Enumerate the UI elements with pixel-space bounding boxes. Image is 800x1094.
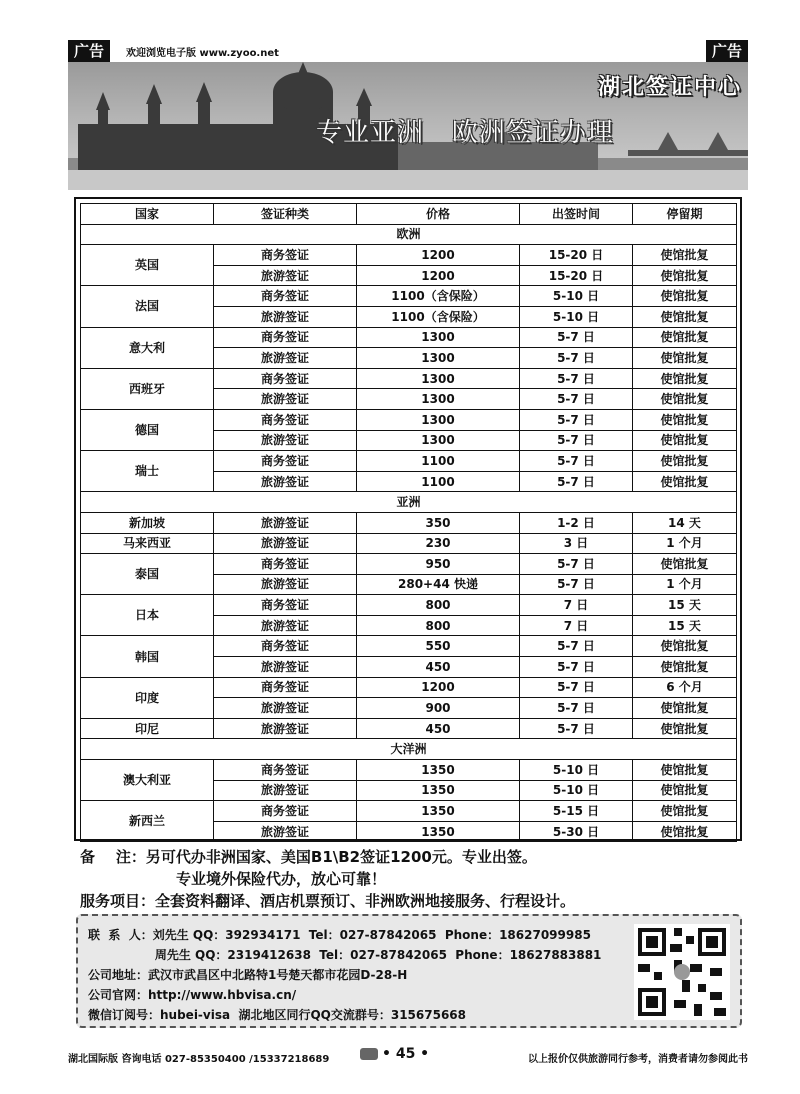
table-row xyxy=(81,677,737,698)
column-header: 停留期 xyxy=(633,204,737,225)
visa-type: 商务签证 xyxy=(214,554,357,575)
visa-type: 旅游签证 xyxy=(214,574,357,595)
processing-time: 5-7 日 xyxy=(520,677,633,698)
price: 1300 xyxy=(357,368,520,389)
price: 1100 xyxy=(357,471,520,492)
banner-image xyxy=(68,62,748,190)
visa-type: 商务签证 xyxy=(214,760,357,781)
visa-price-table xyxy=(80,203,737,842)
processing-time: 5-7 日 xyxy=(520,451,633,472)
visa-type: 旅游签证 xyxy=(214,430,357,451)
welcome-text: 欢迎浏览电子版 www.zyoo.net xyxy=(126,48,279,59)
processing-time: 5-7 日 xyxy=(520,657,633,678)
processing-time: 5-10 日 xyxy=(520,286,633,307)
visa-type: 商务签证 xyxy=(214,451,357,472)
region-row xyxy=(81,739,737,760)
stay-period: 6 个月 xyxy=(633,677,737,698)
contact-person-zhou: 周先生 QQ：2319412638 Tel：027-87842065 Phone：18627883881 xyxy=(88,948,602,962)
stay-period: 15 天 xyxy=(633,615,737,636)
country-name: 意大利 xyxy=(81,327,214,368)
region-row xyxy=(81,224,737,245)
processing-time: 5-7 日 xyxy=(520,430,633,451)
stay-period: 使馆批复 xyxy=(633,801,737,822)
processing-time: 5-7 日 xyxy=(520,636,633,657)
price: 1300 xyxy=(357,327,520,348)
country-name: 德国 xyxy=(81,409,214,450)
table-row xyxy=(81,636,737,657)
processing-time: 5-7 日 xyxy=(520,698,633,719)
table-row xyxy=(81,245,737,266)
visa-type: 商务签证 xyxy=(214,245,357,266)
stay-period: 使馆批复 xyxy=(633,451,737,472)
company-website[interactable]: 公司官网：http://www.hbvisa.cn/ xyxy=(88,988,297,1002)
table-row xyxy=(81,801,737,822)
country-name: 日本 xyxy=(81,595,214,636)
region-name: 大洋洲 xyxy=(81,739,737,760)
processing-time: 5-7 日 xyxy=(520,389,633,410)
footer-page-number xyxy=(360,1046,429,1062)
notes-line-insurance: 专业境外保险代办，放心可靠！ xyxy=(176,870,387,888)
price: 1200 xyxy=(357,245,520,266)
stay-period: 使馆批复 xyxy=(633,471,737,492)
region-name: 欧洲 xyxy=(81,224,737,245)
price: 950 xyxy=(357,554,520,575)
brand-title: 湖北签证中心 xyxy=(597,75,742,100)
processing-time: 5-10 日 xyxy=(520,306,633,327)
column-header: 签证种类 xyxy=(214,204,357,225)
region-name: 亚洲 xyxy=(81,492,737,513)
country-name: 印度 xyxy=(81,677,214,718)
processing-time: 7 日 xyxy=(520,595,633,616)
price: 1100（含保险） xyxy=(357,286,520,307)
country-name: 西班牙 xyxy=(81,368,214,409)
page-number-text: • 45 • xyxy=(382,1046,430,1062)
price: 1200 xyxy=(357,265,520,286)
processing-time: 5-7 日 xyxy=(520,471,633,492)
table-row xyxy=(81,512,737,533)
price: 1350 xyxy=(357,801,520,822)
price: 230 xyxy=(357,533,520,554)
page-footer xyxy=(68,1045,748,1067)
processing-time: 15-20 日 xyxy=(520,245,633,266)
table-row xyxy=(81,554,737,575)
price: 800 xyxy=(357,595,520,616)
processing-time: 5-7 日 xyxy=(520,327,633,348)
visa-price-table-wrapper xyxy=(74,197,742,841)
processing-time: 5-30 日 xyxy=(520,821,633,842)
contact-person-liu: 联 系 人：刘先生 QQ：392934171 Tel：027-87842065 Phone：18627099985 xyxy=(88,928,591,942)
visa-type: 旅游签证 xyxy=(214,512,357,533)
table-row xyxy=(81,451,737,472)
visa-type: 商务签证 xyxy=(214,409,357,430)
table-row xyxy=(81,533,737,554)
top-bar xyxy=(68,40,748,62)
stay-period: 使馆批复 xyxy=(633,348,737,369)
processing-time: 5-10 日 xyxy=(520,780,633,801)
banner-slogan: 专业亚洲 欧洲签证办理 xyxy=(316,118,614,148)
country-name: 法国 xyxy=(81,286,214,327)
stay-period: 使馆批复 xyxy=(633,286,737,307)
column-header: 国家 xyxy=(81,204,214,225)
region-row xyxy=(81,492,737,513)
stay-period: 使馆批复 xyxy=(633,265,737,286)
visa-type: 商务签证 xyxy=(214,327,357,348)
stay-period: 使馆批复 xyxy=(633,409,737,430)
processing-time: 5-7 日 xyxy=(520,718,633,739)
country-name: 瑞士 xyxy=(81,451,214,492)
stay-period: 使馆批复 xyxy=(633,698,737,719)
processing-time: 15-20 日 xyxy=(520,265,633,286)
price: 450 xyxy=(357,718,520,739)
price: 800 xyxy=(357,615,520,636)
stay-period: 使馆批复 xyxy=(633,327,737,348)
stay-period: 15 天 xyxy=(633,595,737,616)
processing-time: 1-2 日 xyxy=(520,512,633,533)
visa-type: 旅游签证 xyxy=(214,348,357,369)
price: 1300 xyxy=(357,430,520,451)
table-row xyxy=(81,595,737,616)
stay-period: 使馆批复 xyxy=(633,718,737,739)
price: 350 xyxy=(357,512,520,533)
contact-box xyxy=(76,914,742,1028)
price: 1350 xyxy=(357,780,520,801)
stay-period: 使馆批复 xyxy=(633,306,737,327)
footer-left-text: 湖北国际版 咨询电话 027-85350400 /15337218689 xyxy=(68,1054,330,1065)
processing-time: 7 日 xyxy=(520,615,633,636)
country-name: 澳大利亚 xyxy=(81,760,214,801)
table-row xyxy=(81,286,737,307)
country-name: 韩国 xyxy=(81,636,214,677)
visa-type: 旅游签证 xyxy=(214,780,357,801)
price: 1200 xyxy=(357,677,520,698)
visa-type: 旅游签证 xyxy=(214,657,357,678)
price: 450 xyxy=(357,657,520,678)
visa-type: 商务签证 xyxy=(214,636,357,657)
visa-type: 旅游签证 xyxy=(214,615,357,636)
processing-time: 5-7 日 xyxy=(520,409,633,430)
visa-type: 旅游签证 xyxy=(214,471,357,492)
visa-type: 旅游签证 xyxy=(214,698,357,719)
processing-time: 5-10 日 xyxy=(520,760,633,781)
visa-type: 商务签证 xyxy=(214,677,357,698)
visa-type: 商务签证 xyxy=(214,368,357,389)
stay-period: 使馆批复 xyxy=(633,389,737,410)
stay-period: 使馆批复 xyxy=(633,821,737,842)
visa-type: 旅游签证 xyxy=(214,306,357,327)
stay-period: 14 天 xyxy=(633,512,737,533)
price: 900 xyxy=(357,698,520,719)
processing-time: 5-7 日 xyxy=(520,554,633,575)
visa-type: 旅游签证 xyxy=(214,389,357,410)
price: 1300 xyxy=(357,409,520,430)
table-row xyxy=(81,718,737,739)
footer-disclaimer: 以上报价仅供旅游同行参考，消费者请勿参阅此书 xyxy=(528,1054,748,1065)
stay-period: 使馆批复 xyxy=(633,636,737,657)
visa-type: 旅游签证 xyxy=(214,718,357,739)
stay-period: 使馆批复 xyxy=(633,554,737,575)
price: 550 xyxy=(357,636,520,657)
stay-period: 使馆批复 xyxy=(633,760,737,781)
processing-time: 5-7 日 xyxy=(520,574,633,595)
country-name: 印尼 xyxy=(81,718,214,739)
table-header-row xyxy=(81,204,737,225)
visa-type: 商务签证 xyxy=(214,801,357,822)
stay-period: 使馆批复 xyxy=(633,780,737,801)
processing-time: 5-7 日 xyxy=(520,368,633,389)
stay-period: 1 个月 xyxy=(633,533,737,554)
stay-period: 使馆批复 xyxy=(633,368,737,389)
company-address: 公司地址：武汉市武昌区中北路特1号楚天都市花园D-28-H xyxy=(88,968,408,982)
country-name: 新加坡 xyxy=(81,512,214,533)
price: 1100（含保险） xyxy=(357,306,520,327)
column-header: 出签时间 xyxy=(520,204,633,225)
notes-line-services: 服务项目：全套资料翻译、酒店机票预订、非洲欧洲地接服务、行程设计。 xyxy=(80,892,576,910)
price: 1300 xyxy=(357,389,520,410)
stay-period: 使馆批复 xyxy=(633,245,737,266)
wechat-and-qq-group: 微信订阅号：hubei-visa 湖北地区同行QQ交流群号：315675668 xyxy=(88,1008,466,1022)
country-name: 泰国 xyxy=(81,554,214,595)
price: 1300 xyxy=(357,348,520,369)
ad-tag-right: 广告 xyxy=(706,40,748,62)
stay-period: 使馆批复 xyxy=(633,657,737,678)
price: 1100 xyxy=(357,451,520,472)
processing-time: 5-7 日 xyxy=(520,348,633,369)
country-name: 英国 xyxy=(81,245,214,286)
price: 1350 xyxy=(357,821,520,842)
visa-type: 商务签证 xyxy=(214,286,357,307)
column-header: 价格 xyxy=(357,204,520,225)
visa-type: 旅游签证 xyxy=(214,533,357,554)
processing-time: 5-15 日 xyxy=(520,801,633,822)
processing-time: 3 日 xyxy=(520,533,633,554)
qr-code-icon xyxy=(634,924,730,1020)
price: 1350 xyxy=(357,760,520,781)
visa-type: 旅游签证 xyxy=(214,265,357,286)
visa-type: 商务签证 xyxy=(214,595,357,616)
notes-section xyxy=(80,846,740,912)
country-name: 新西兰 xyxy=(81,801,214,842)
visa-type: 旅游签证 xyxy=(214,821,357,842)
table-row xyxy=(81,368,737,389)
notes-line-remarks: 备 注：另可代办非洲国家、美国B1\B2签证1200元。专业出签。 xyxy=(80,848,537,866)
stay-period: 使馆批复 xyxy=(633,430,737,451)
table-row xyxy=(81,327,737,348)
country-name: 马来西亚 xyxy=(81,533,214,554)
price: 280+44 快递 xyxy=(357,574,520,595)
table-body xyxy=(81,224,737,842)
table-row xyxy=(81,760,737,781)
stay-period: 1 个月 xyxy=(633,574,737,595)
table-row xyxy=(81,409,737,430)
ad-tag-left: 广告 xyxy=(68,40,110,62)
publication-logo-icon xyxy=(360,1048,378,1060)
